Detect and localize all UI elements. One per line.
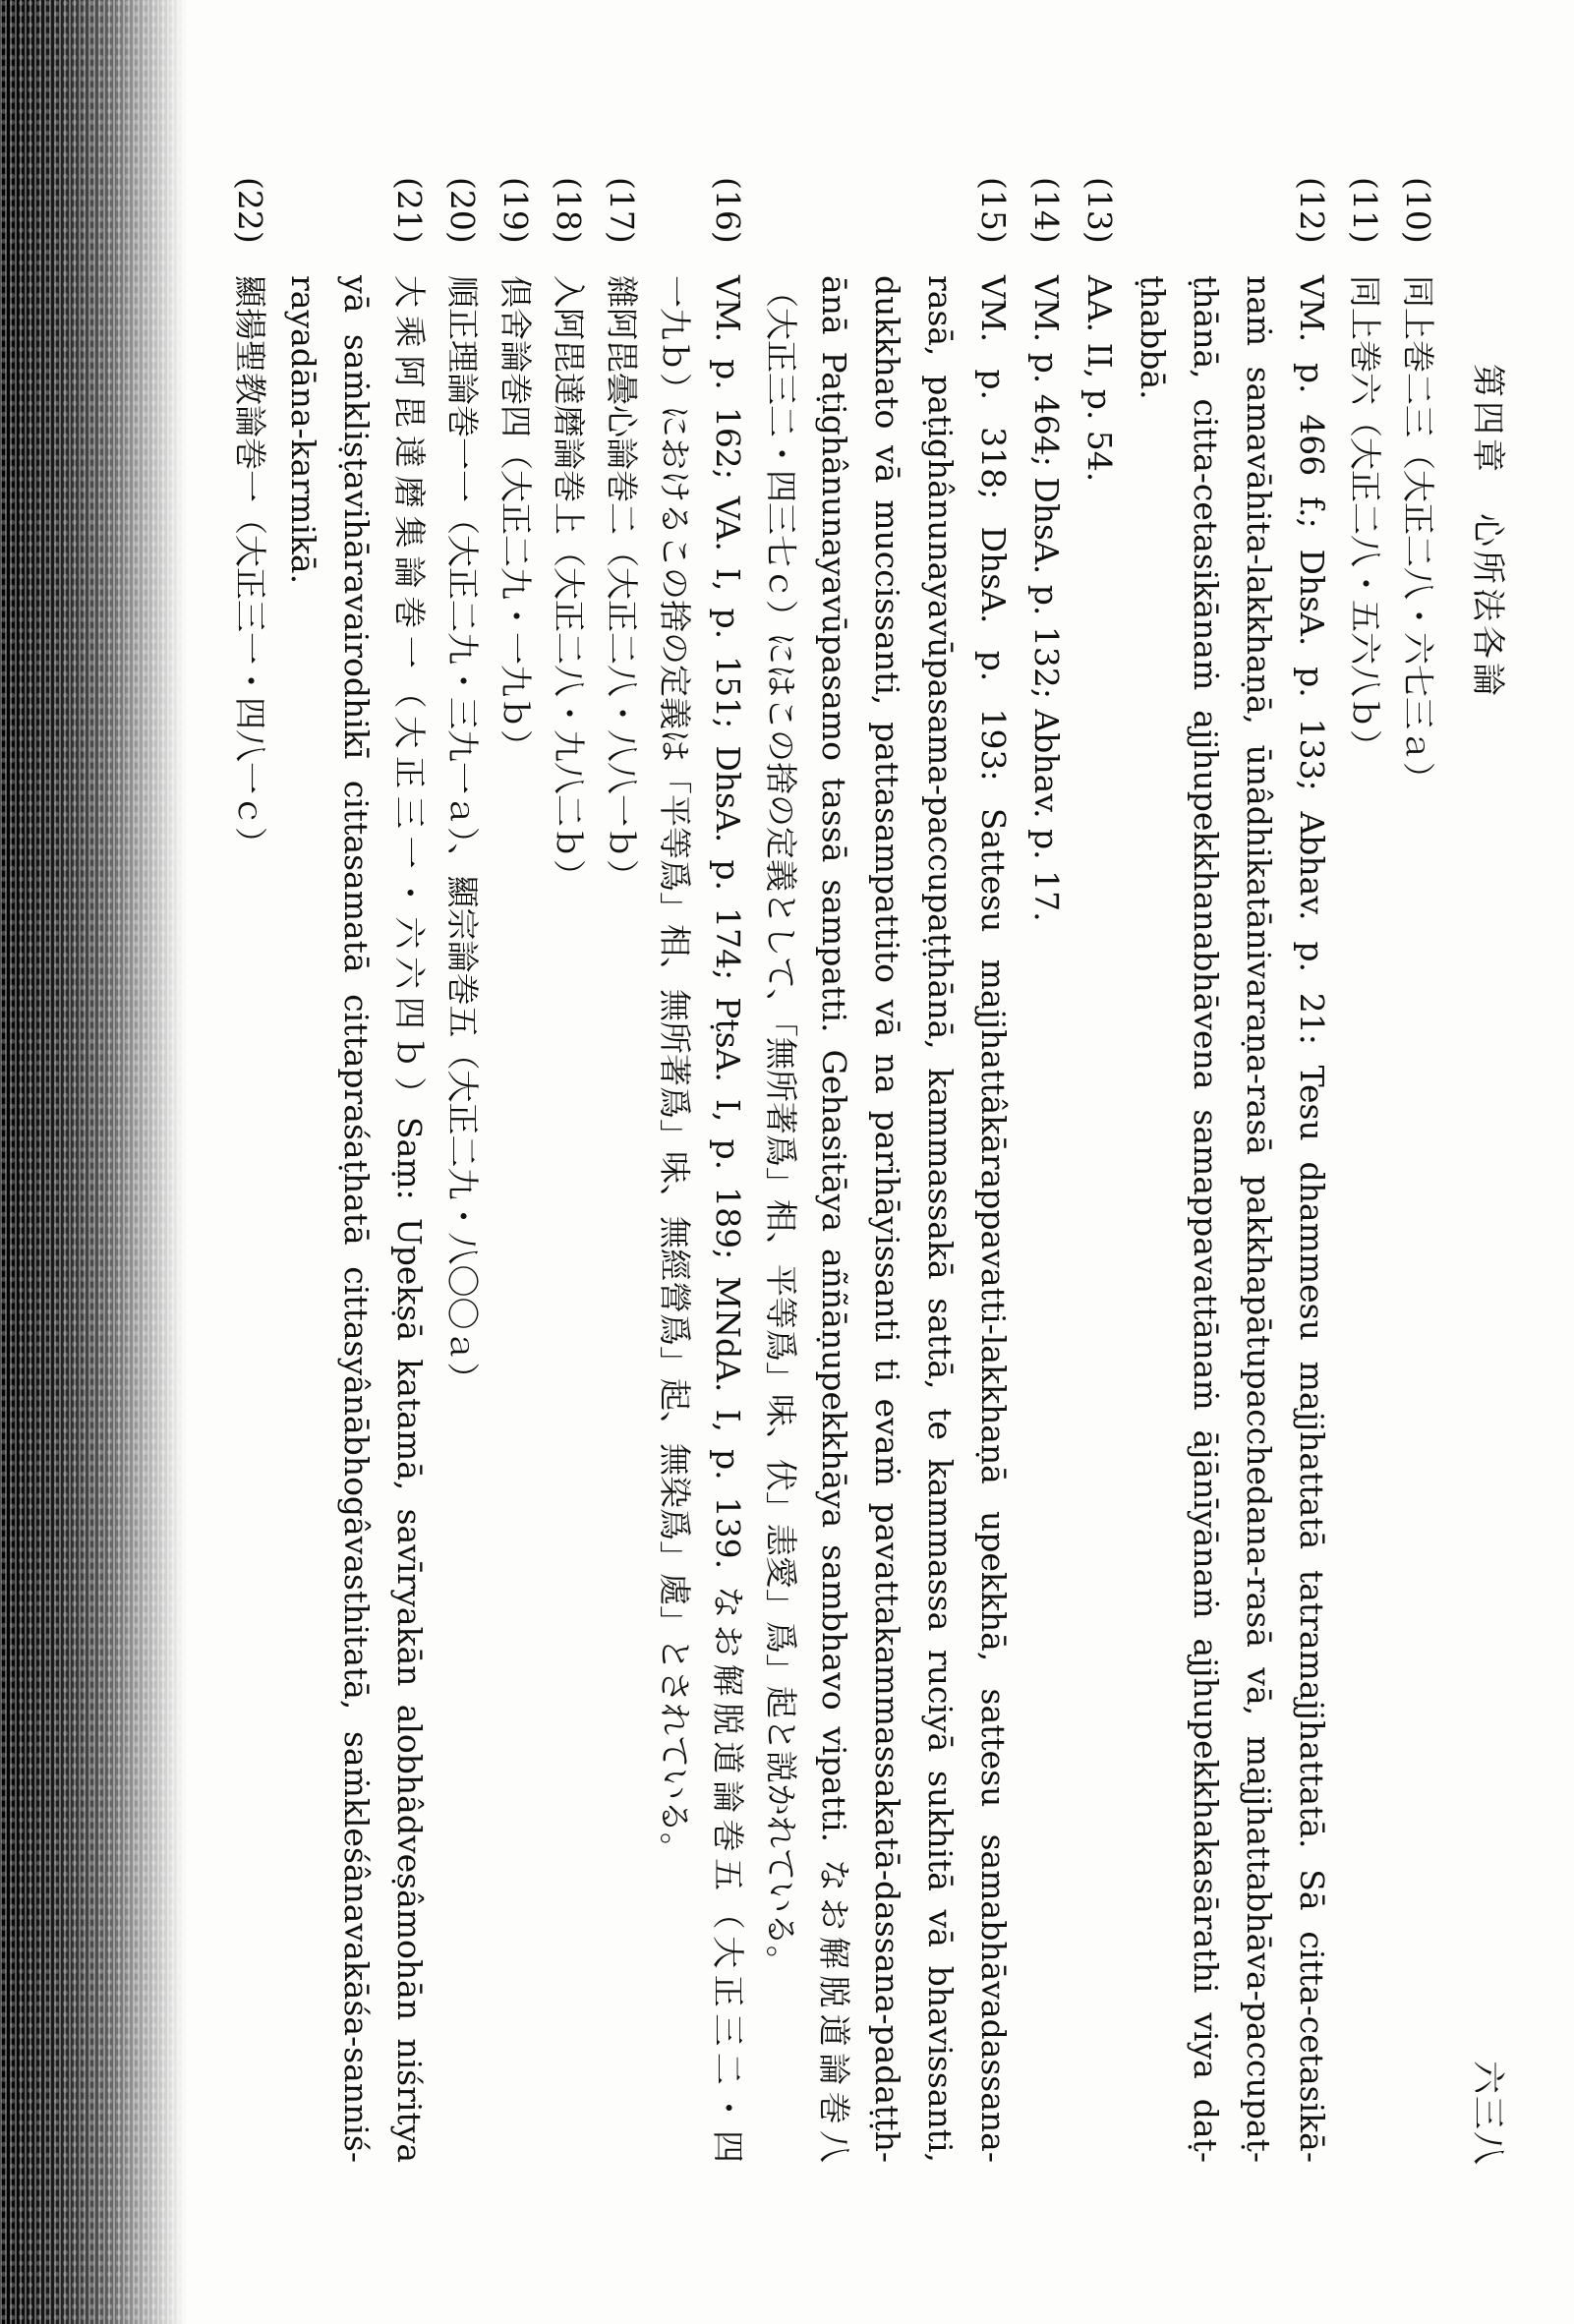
footnote-line: VM. p. 464; DhsA. p. 132; Abhav. p. 17. xyxy=(1027,275,1066,922)
footnote-line: ṭhānā, citta-cetasikānaṁ ajjhupekkhanabhāvena samappavattānaṁ ājānīyānaṁ ajjhupekkhakasārathi viya daṭ- xyxy=(1187,275,1225,2163)
footnote-number: (22) xyxy=(231,177,269,244)
footnote xyxy=(595,177,648,2163)
footnote xyxy=(276,177,436,2163)
footnote-number: (11) xyxy=(1346,177,1384,244)
footnote-line: VM. p. 466 f.; DhsA. p. 133; Abhav. p. 21: Tesu dhammesu majjhattatā tatramajjhattatā. Sā citta-cetasikā- xyxy=(1293,275,1331,2163)
footnote xyxy=(1391,177,1444,2163)
footnote xyxy=(223,177,276,2163)
footnote xyxy=(1073,177,1126,2163)
footnote xyxy=(1126,177,1338,2163)
footnote-line: 順正理論巻一一（大正二九・三九一ａ）、顯宗論巻五（大正二九・八〇〇ａ） xyxy=(443,275,482,1395)
footnote-text xyxy=(489,275,542,2163)
footnote-number: (15) xyxy=(974,177,1013,244)
footnote-text xyxy=(1020,275,1073,2163)
footnote-line: 同上巻六（大正二八・五六八ｂ） xyxy=(1346,275,1384,762)
footnote xyxy=(1338,177,1391,2163)
footnote-line: 一九ｂ）におけるこの捨の定義は「平等爲」相、無所著爲」味、無經營爲」起、無染爲」處」とされている。 xyxy=(656,275,694,1865)
footnote-text xyxy=(1391,275,1444,2163)
footnote-line: yā saṁkliṣṭavihāravairodhikī cittasamatā cittapraśaṭhatā cittasyânābhogâvasthitatā, saṁkleśânavakāśa-sanniś- xyxy=(337,275,376,2163)
footnote-text xyxy=(754,275,1020,2163)
footnote-line: naṁ samavāhita-lakkhaṇā, ūnâdhikatānivaraṇa-rasā pakkhapātupacchedana-rasā vā, majjhattabhāva-paccupaṭ- xyxy=(1240,275,1278,2163)
footnote-number: (10) xyxy=(1399,177,1437,244)
footnote-text xyxy=(542,275,595,2163)
footnote-number: (14) xyxy=(1027,177,1066,244)
footnote-line: VM. p. 162; VA. I, p. 151; DhsA. p. 174; PṭsA. I, p. 189; MNdA. I, p. 139. なお解脱道論巻五（大正三二・四 xyxy=(709,275,747,2163)
footnote xyxy=(754,177,1020,2163)
footnote-line: 倶舍論巻四（大正二九・一九ｂ） xyxy=(496,275,535,762)
footnote-number: (13) xyxy=(1080,177,1119,244)
footnote-line: （大正三二・四三七ｃ）にはこの捨の定義として、「無所著爲」相、平等爲」味、伏」恚愛」爲」起と説かれている。 xyxy=(762,275,800,1978)
footnote-list xyxy=(223,177,1444,2163)
footnote-line: 同上巻二三（大正二八・六七三ａ） xyxy=(1399,275,1437,794)
footnote-text xyxy=(436,275,489,2163)
footnote-number: (17) xyxy=(603,177,641,244)
footnote-number: (19) xyxy=(496,177,535,244)
footnote-line: dukkhato vā muccissanti, pattasampattito vā na parihāyissanti ti evaṁ pavattakammassakatā-dassana-padaṭṭh- xyxy=(868,275,906,2163)
footnote-number: (20) xyxy=(443,177,482,244)
footnote-line: ṭhabbā. xyxy=(1134,275,1172,400)
footnote xyxy=(436,177,489,2163)
page-number: 六三八 xyxy=(1468,2061,1507,2167)
footnote-text xyxy=(223,275,276,2163)
footnote-text xyxy=(1126,275,1338,2163)
footnote xyxy=(542,177,595,2163)
running-header xyxy=(1466,364,1515,2167)
footnote xyxy=(648,177,754,2163)
footnote-number: (18) xyxy=(550,177,588,244)
footnote-text xyxy=(1338,275,1391,2163)
footnote-number: (12) xyxy=(1293,177,1331,244)
footnote-line: 入阿毘達磨論巻上（大正二八・九八二ｂ） xyxy=(550,275,588,892)
footnote-number: (21) xyxy=(390,177,429,244)
footnote-line: AA. II, p. 54. xyxy=(1080,275,1119,483)
footnote-text xyxy=(648,275,754,2163)
footnote-line: ānā Paṭighânunayavūpasamo tassā sampatti. Gehasitāya aññāṇupekkhāya sambhavo vipatti. なお解脱道論巻八 xyxy=(815,275,853,2163)
footnote-line: rasā, paṭighânunayavūpasama-paccupaṭṭhānā, kammassakā sattā, te kammassa ruciyā sukhitā vā bhavissanti, xyxy=(921,275,960,2163)
footnote-text xyxy=(276,275,436,2163)
footnote xyxy=(1020,177,1073,2163)
footnote xyxy=(489,177,542,2163)
footnote-line: 雜阿毘曇心論巻二（大正二八・八八一ｂ） xyxy=(603,275,641,892)
footnote-line: 大乘阿毘達磨集論巻一（大正三一・六六四ｂ）Saṃ: Upekṣā katamā, savīryakān alobhâdveṣâmohān niśritya xyxy=(390,275,429,2163)
footnote-line: 顯揚聖教論巻一（大正三一・四八一ｃ） xyxy=(231,275,269,859)
footnote-line: rayadāna-karmikā. xyxy=(284,275,322,585)
chapter-title: 第四章 心所法各論 xyxy=(1468,364,1507,700)
footnote-text xyxy=(595,275,648,2163)
footnote-line: VM. p. 318; DhsA. p. 193: Sattesu majjhattâkārappavatti-lakkhaṇā upekkhā, sattesu samabhāvadassana- xyxy=(974,275,1013,2163)
footnote-number: (16) xyxy=(709,177,747,244)
footnote-text xyxy=(1073,275,1126,2163)
